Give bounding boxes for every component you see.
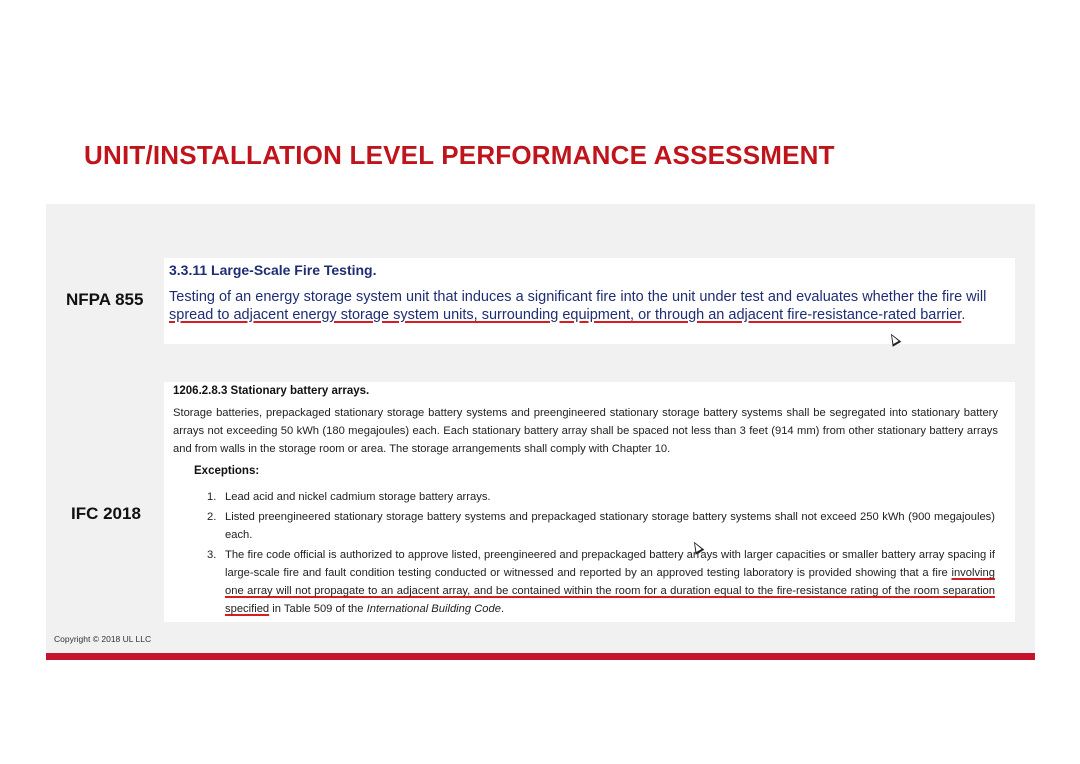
footer-accent-bar [46,653,1035,660]
slide-title: UNIT/INSTALLATION LEVEL PERFORMANCE ASSESSMENT [84,140,835,170]
exception-number: 1. [207,491,217,503]
exception-text: Listed preengineered stationary storage battery systems and prepackaged stationary storage battery systems shall not exceed 250 kWh (900 megajoules) each. [225,511,995,541]
exceptions-list [207,488,995,620]
exception-number: 3. [207,549,217,561]
nfpa-underlined-text: spread to adjacent energy storage system units, surrounding equipment, or through an adjacent fire-resistance-rated barrier [169,307,962,323]
exception-item [207,488,995,506]
exception-text-lead: The fire code official is authorized to approve listed, preengineered and prepackaged battery arrays with larger capacities or smaller battery array spacing if large-scale fire and fault condition testing conducted or witnessed and reported by an approved testing laboratory is provided showing that a fire [225,549,995,579]
exceptions-heading: Exceptions: [194,465,260,477]
nfpa-text-lead: Testing of an energy storage system unit that induces a significant fire into the unit under test and evaluates whether the fire will [169,289,987,305]
exception-number: 2. [207,511,217,523]
ifc-label: IFC 2018 [71,504,141,523]
exception-underlined-text: involving one array will not propagate to an adjacent array, and be contained within the room for a duration equal to the fire-resistance rating of the room separation specified [225,567,995,615]
exception-text-end: . [500,603,505,615]
copyright-notice: Copyright © 2018 UL LLC [54,634,152,644]
ifc-section-body: Storage batteries, prepackaged stationary storage battery systems and preengineered stationary storage battery systems shall be segregated into stationary battery arrays not exceeding 50 kWh (180 megajoules) each. Each stationary battery array shall be spaced not less than 3 feet (914 mm) from other stationary battery arrays and from walls in the storage room or area. The storage arrangements shall comply with Chapter 10. [173,407,998,455]
exception-text: Lead acid and nickel cadmium storage battery arrays. [225,491,491,503]
ifc-section-heading: 1206.2.8.3 Stationary battery arrays. [173,385,370,397]
ifc-excerpt-card [164,382,1015,622]
nfpa-section-heading: 3.3.11 Large-Scale Fire Testing. [169,262,377,278]
exception-item [207,508,995,544]
nfpa-excerpt-card [164,258,1015,344]
nfpa-definition-text [169,288,1009,324]
exception-item [207,546,995,618]
exception-text-mid: in Table 509 of the [269,603,367,615]
nfpa-label: NFPA 855 [66,290,144,309]
exception-italic-reference: International Building Code [366,603,501,615]
nfpa-text-end: . [961,307,966,323]
